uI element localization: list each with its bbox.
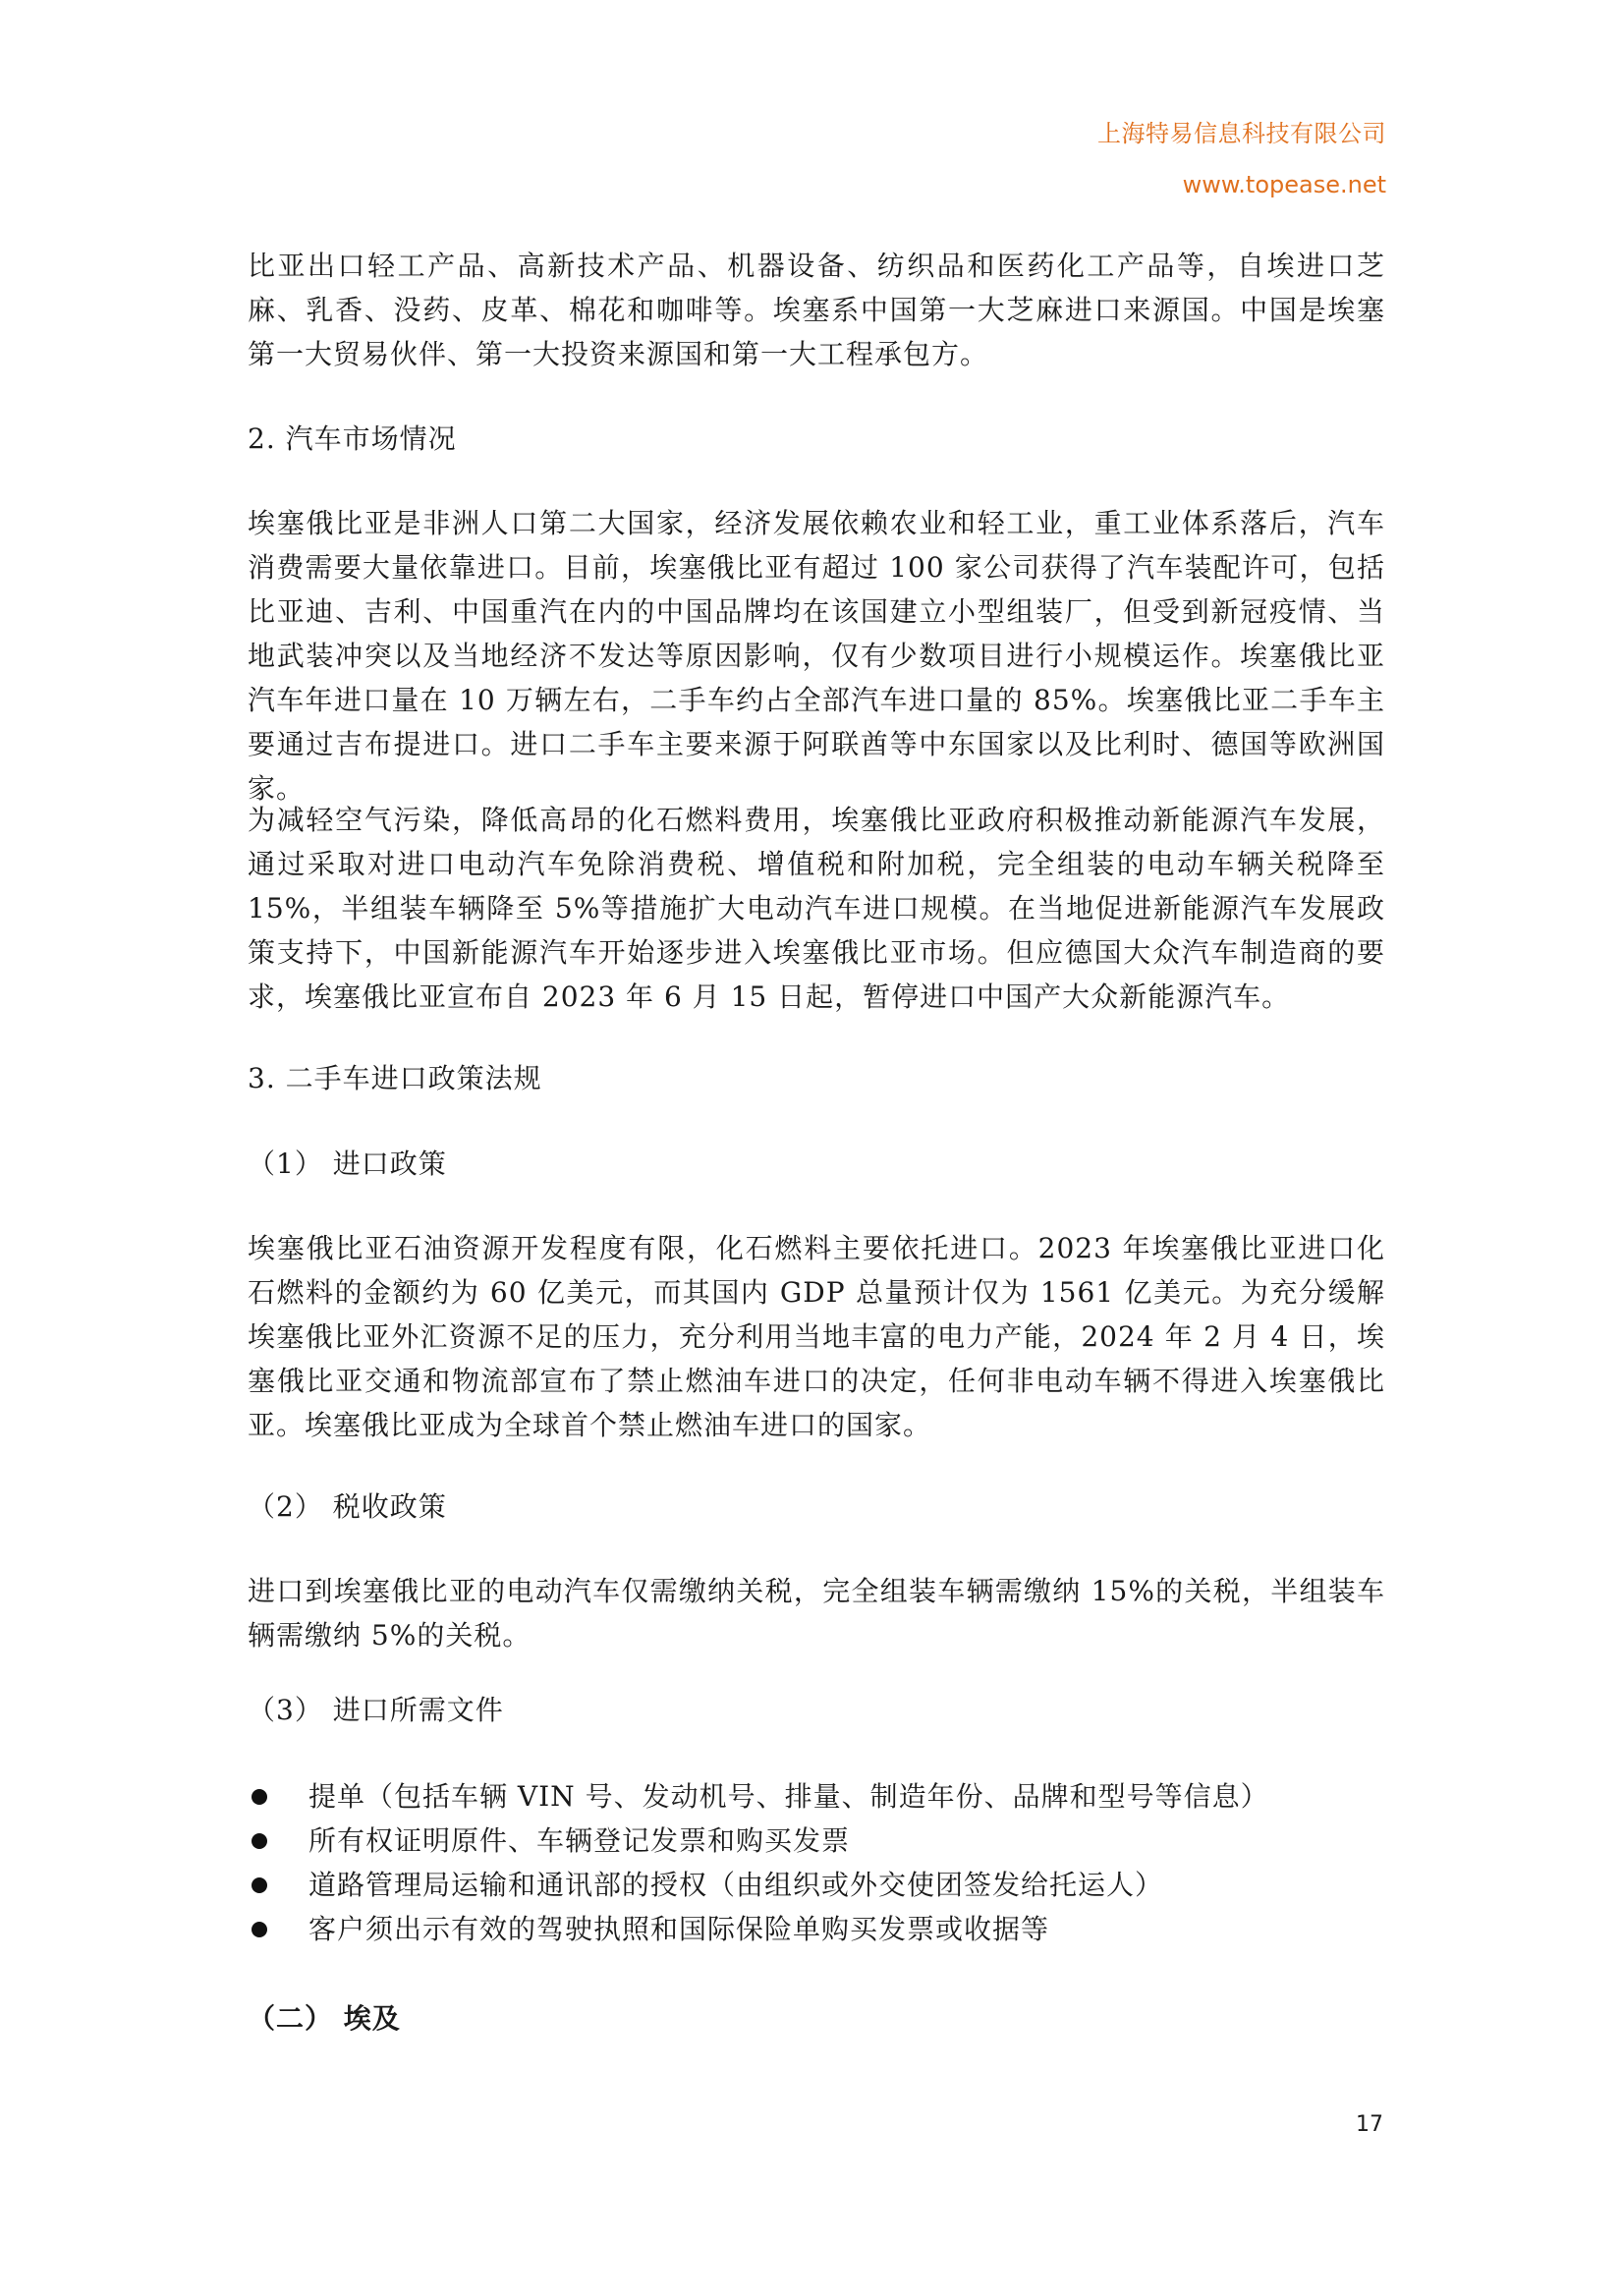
required-documents-list	[248, 1774, 1385, 1951]
paragraph-text: 埃塞俄比亚石油资源开发程度有限，化石燃料主要依托进口。2023 年埃塞俄比亚进口化石燃料的金额约为 60 亿美元，而其国内 GDP 总量预计仅为 1561 亿美元。为充分缓解埃塞俄比亚外汇资源不足的压力，充分利用当地丰富的电力产能，2024 年 2 月 4 日，埃塞俄比亚交通和物流部宣布了禁止燃油车进口的决定，任何非电动车辆不得进入埃塞俄比亚。埃塞俄比亚成为全球首个禁止燃油车进口的国家。	[248, 1232, 1385, 1441]
paragraph-tax-policy	[248, 1569, 1385, 1657]
paragraph-intro-continued	[248, 244, 1385, 376]
subsection-heading-required-documents: （3） 进口所需文件	[248, 1694, 504, 1726]
paragraph-import-policy	[248, 1226, 1385, 1447]
section-heading-import-regulations: 3. 二手车进口政策法规	[248, 1062, 542, 1094]
subsection-heading-tax-policy: （2） 税收政策	[248, 1490, 447, 1523]
bullet-icon	[252, 1922, 267, 1937]
section-heading-car-market: 2. 汽车市场情况	[248, 422, 457, 455]
page-number: 17	[1356, 2112, 1383, 2137]
section-heading-egypt: （二） 埃及	[248, 2002, 401, 2035]
list-item	[248, 1863, 1385, 1907]
list-item	[248, 1819, 1385, 1863]
list-item-text: 道路管理局运输和通讯部的授权（由组织或外交使团签发给托运人）	[308, 1869, 1164, 1901]
list-item-text: 提单（包括车辆 VIN 号、发动机号、排量、制造年份、品牌和型号等信息）	[308, 1780, 1269, 1813]
paragraph-text: 比亚出口轻工产品、高新技术产品、机器设备、纺织品和医药化工产品等，自埃进口芝麻、乳香、没药、皮革、棉花和咖啡等。埃塞系中国第一大芝麻进口来源国。中国是埃塞第一大贸易伙伴、第一大投资来源国和第一大工程承包方。	[248, 250, 1385, 370]
company-name: 上海特易信息科技有限公司	[1097, 120, 1386, 147]
paragraph-text: 埃塞俄比亚是非洲人口第二大国家，经济发展依赖农业和轻工业，重工业体系落后，汽车消费需要大量依靠进口。目前，埃塞俄比亚有超过 100 家公司获得了汽车装配许可，包括比亚迪、吉利、中国重汽在内的中国品牌均在该国建立小型组装厂，但受到新冠疫情、当地武装冲突以及当地经济不发达等原因影响，仅有少数项目进行小规模运作。埃塞俄比亚汽车年进口量在 10 万辆左右，二手车约占全部汽车进口量的 85%。埃塞俄比亚二手车主要通过吉布提进口。进口二手车主要来源于阿联酋等中东国家以及比利时、德国等欧洲国家。	[248, 507, 1385, 805]
bullet-icon	[252, 1789, 267, 1805]
paragraph-ev-policy	[248, 798, 1385, 1019]
list-item	[248, 1907, 1385, 1951]
company-url: www.topease.net	[1182, 171, 1386, 198]
paragraph-car-market	[248, 501, 1385, 811]
paragraph-text: 进口到埃塞俄比亚的电动汽车仅需缴纳关税，完全组装车辆需缴纳 15%的关税，半组装车辆需缴纳 5%的关税。	[248, 1575, 1385, 1652]
list-item-text: 所有权证明原件、车辆登记发票和购买发票	[308, 1824, 851, 1857]
paragraph-text: 为减轻空气污染，降低高昂的化石燃料费用，埃塞俄比亚政府积极推动新能源汽车发展，通过采取对进口电动汽车免除消费税、增值税和附加税，完全组装的电动车辆关税降至 15%，半组装车辆降至 5%等措施扩大电动汽车进口规模。在当地促进新能源汽车发展政策支持下，中国新能源汽车开始逐步进入埃塞俄比亚市场。但应德国大众汽车制造商的要求，埃塞俄比亚宣布自 2023 年 6 月 15 日起，暂停进口中国产大众新能源汽车。	[248, 804, 1385, 1013]
page-header	[1097, 116, 1386, 202]
list-item-text: 客户须出示有效的驾驶执照和国际保险单购买发票或收据等	[308, 1913, 1050, 1945]
bullet-icon	[252, 1877, 267, 1893]
subsection-heading-import-policy: （1） 进口政策	[248, 1148, 447, 1180]
bullet-icon	[252, 1833, 267, 1849]
list-item	[248, 1774, 1385, 1819]
